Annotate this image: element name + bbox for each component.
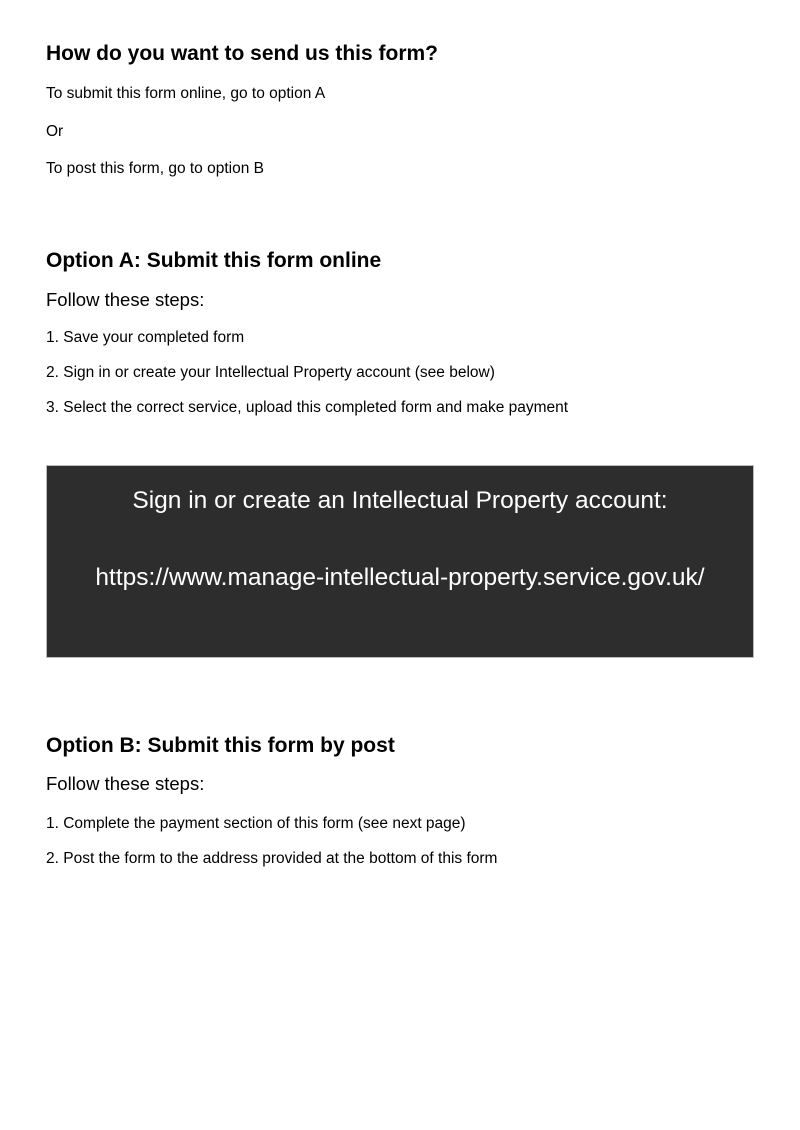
account-box-heading: Sign in or create an Intellectual Property account: bbox=[132, 487, 668, 514]
option-a-title: Option A: Submit this form online bbox=[46, 249, 382, 272]
option-b-title: Option B: Submit this form by post bbox=[46, 734, 395, 757]
option-b-step-2: 2. Post the form to the address provided at the bottom of this form bbox=[46, 850, 498, 867]
page-title: How do you want to send us this form? bbox=[46, 42, 438, 65]
account-box-url[interactable]: https://www.manage-intellectual-property.service.gov.uk/ bbox=[95, 564, 705, 591]
option-a-lead: Follow these steps: bbox=[46, 289, 205, 310]
option-a-step-2: 2. Sign in or create your Intellectual Property account (see below) bbox=[46, 364, 495, 381]
intro-line-post: To post this form, go to option B bbox=[46, 160, 264, 177]
option-a-step-1: 1. Save your completed form bbox=[46, 329, 245, 346]
option-b-lead: Follow these steps: bbox=[46, 773, 205, 794]
option-b-step-1: 1. Complete the payment section of this form (see next page) bbox=[46, 815, 466, 832]
intro-line-or: Or bbox=[46, 123, 64, 140]
option-a-step-3: 3. Select the correct service, upload this completed form and make payment bbox=[46, 399, 569, 416]
intro-line-online: To submit this form online, go to option A bbox=[46, 85, 326, 102]
account-info-box bbox=[46, 465, 754, 658]
